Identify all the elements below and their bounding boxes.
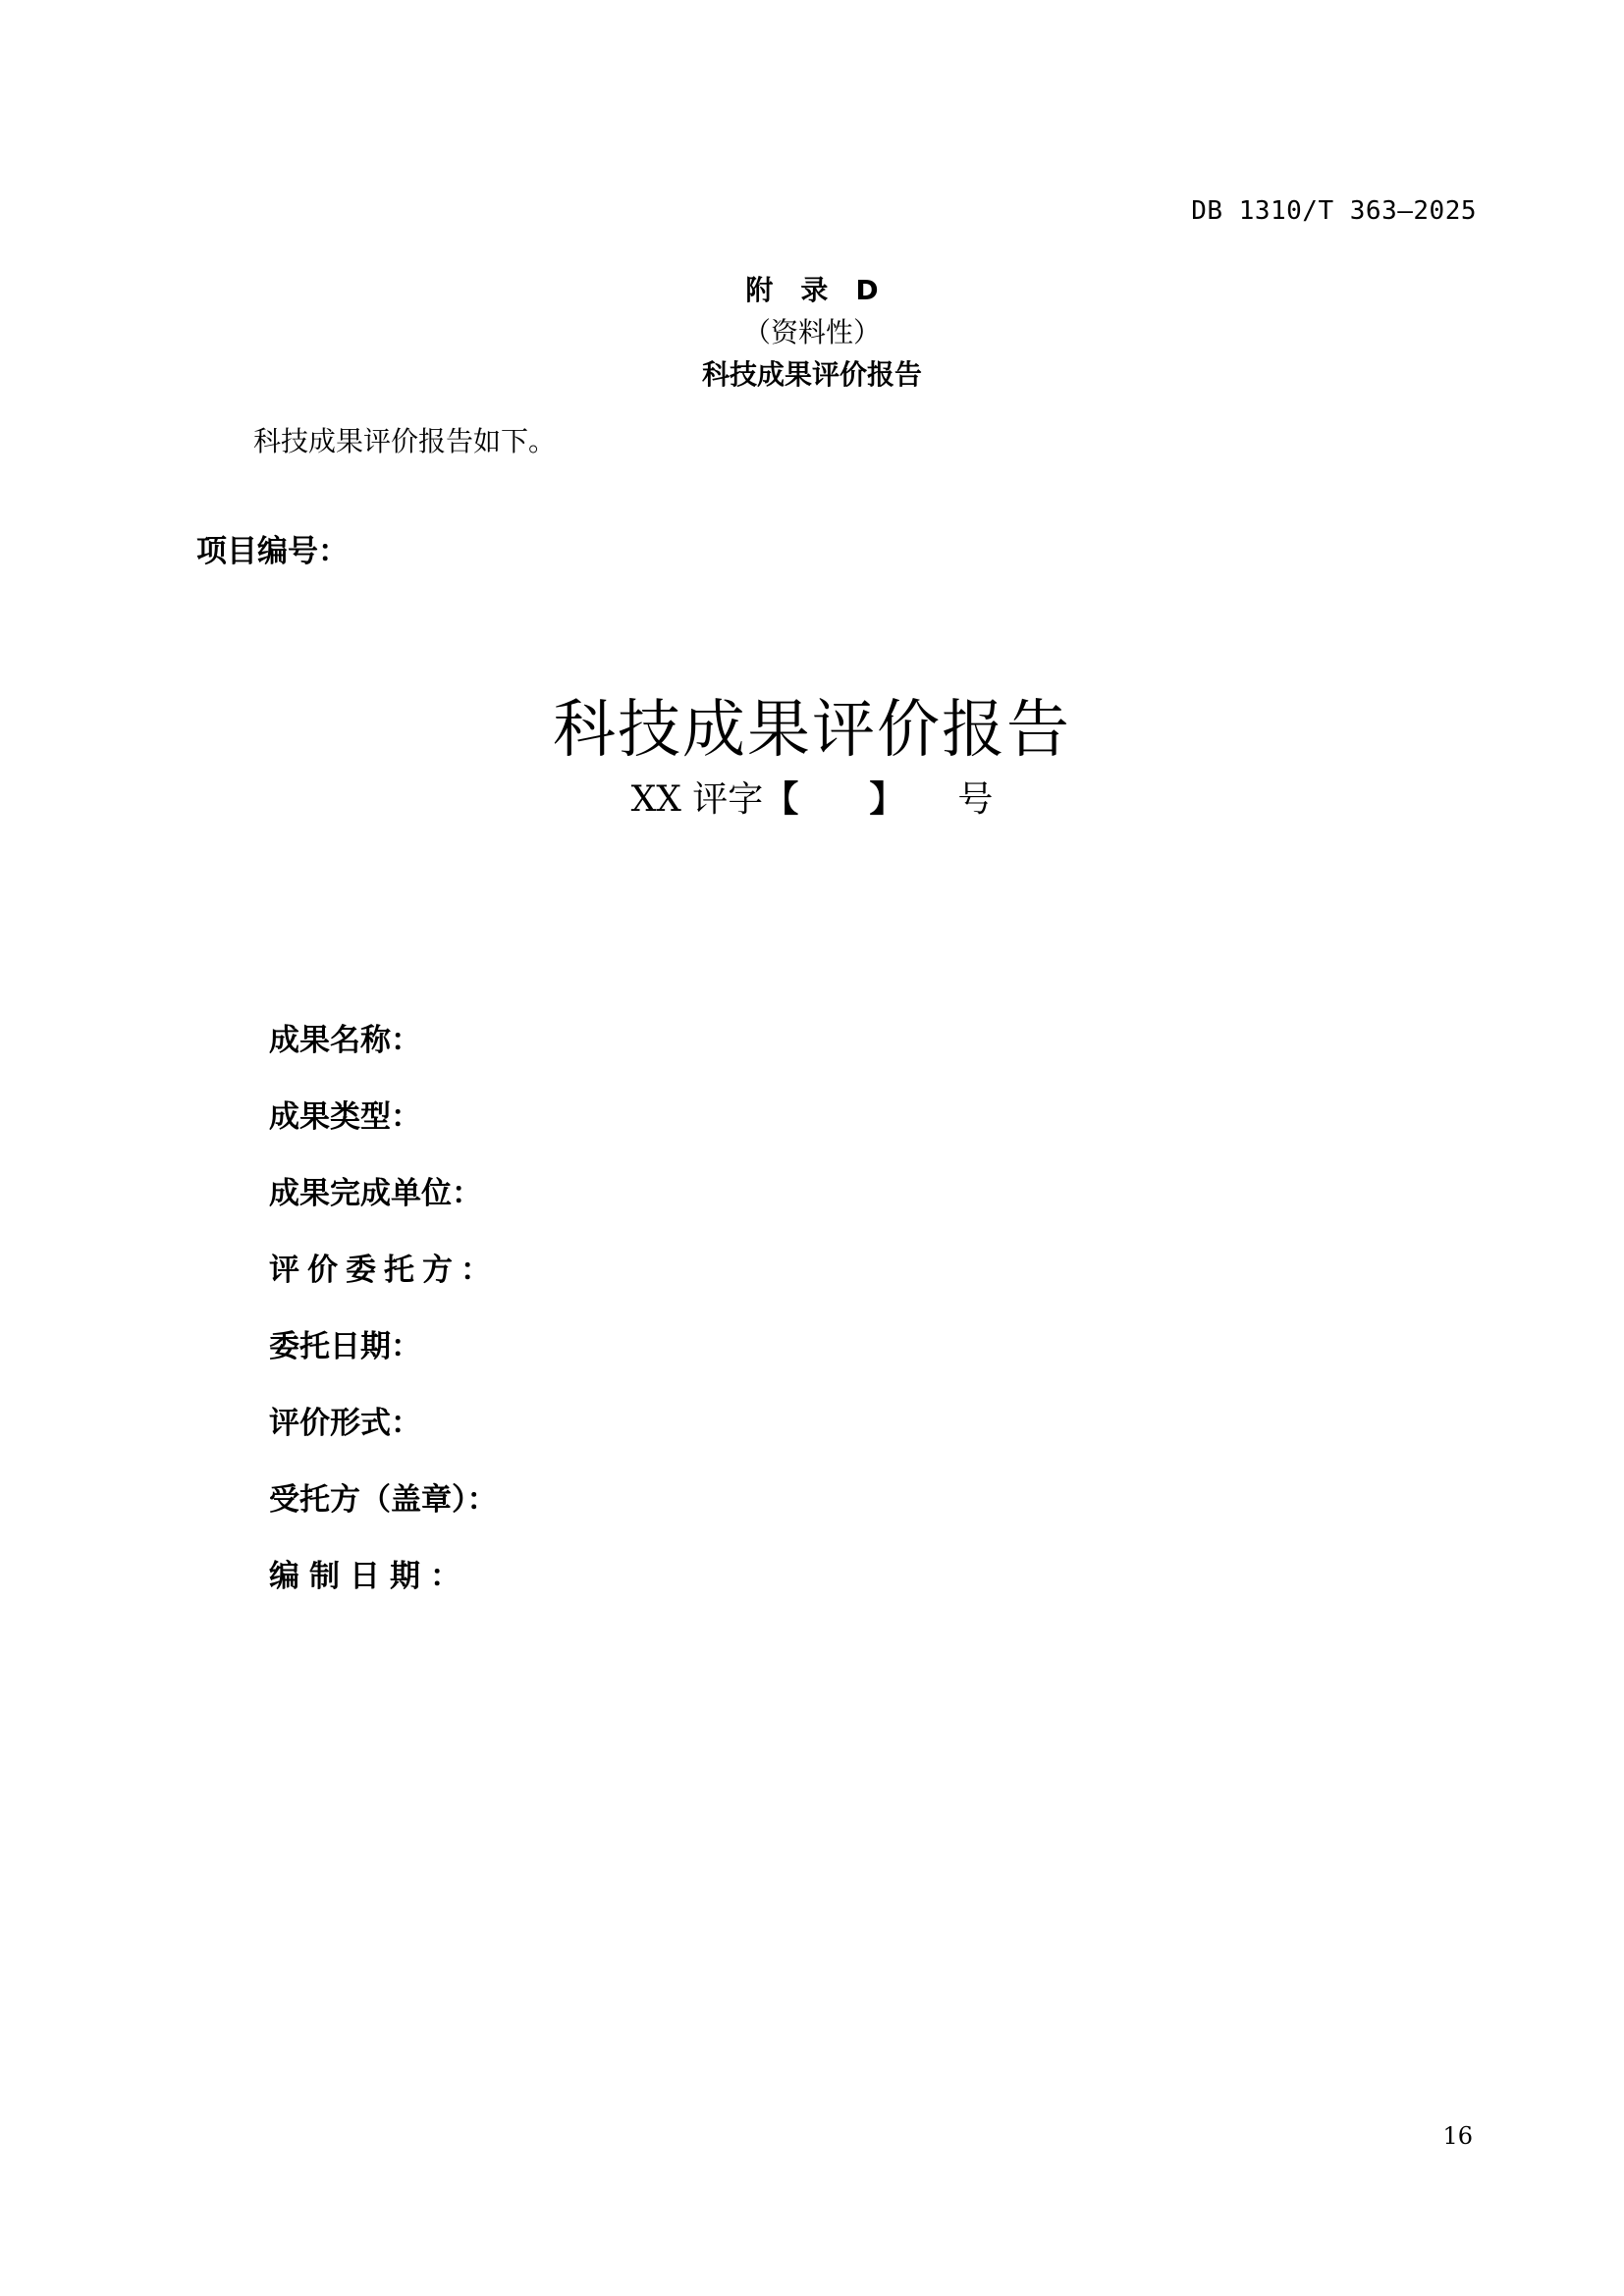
- report-number-blank: [798, 779, 869, 820]
- field-achievement-type: 成果类型：: [269, 1099, 421, 1135]
- appendix-nature: （资料性）: [742, 316, 881, 348]
- project-number-label: 项目编号：: [196, 534, 349, 569]
- report-number: [0, 772, 1624, 822]
- report-number-suffix: 号: [887, 779, 994, 820]
- field-trustee-seal: 受托方（盖章）：: [269, 1482, 498, 1518]
- appendix-label: 附 录 D: [745, 274, 879, 306]
- standard-code: DB 1310/T 363—2025: [1191, 196, 1477, 226]
- field-evaluation-client: 评价委托方：: [269, 1253, 499, 1288]
- field-completing-unit: 成果完成单位：: [269, 1176, 482, 1211]
- field-commission-date: 委托日期：: [269, 1329, 421, 1364]
- intro-text: 科技成果评价报告如下。: [253, 425, 557, 457]
- page-number: 16: [1442, 2122, 1473, 2150]
- field-evaluation-form: 评价形式：: [269, 1406, 421, 1441]
- appendix-title: 科技成果评价报告: [701, 358, 922, 391]
- report-number-bracket-open: 【: [763, 778, 799, 820]
- report-number-bracket-close: 】: [869, 778, 888, 820]
- field-achievement-name: 成果名称：: [269, 1023, 421, 1058]
- field-compilation-date: 编制日期：: [269, 1559, 470, 1594]
- report-number-prefix: XX 评字: [630, 779, 764, 820]
- report-title: 科技成果评价报告: [553, 694, 1071, 767]
